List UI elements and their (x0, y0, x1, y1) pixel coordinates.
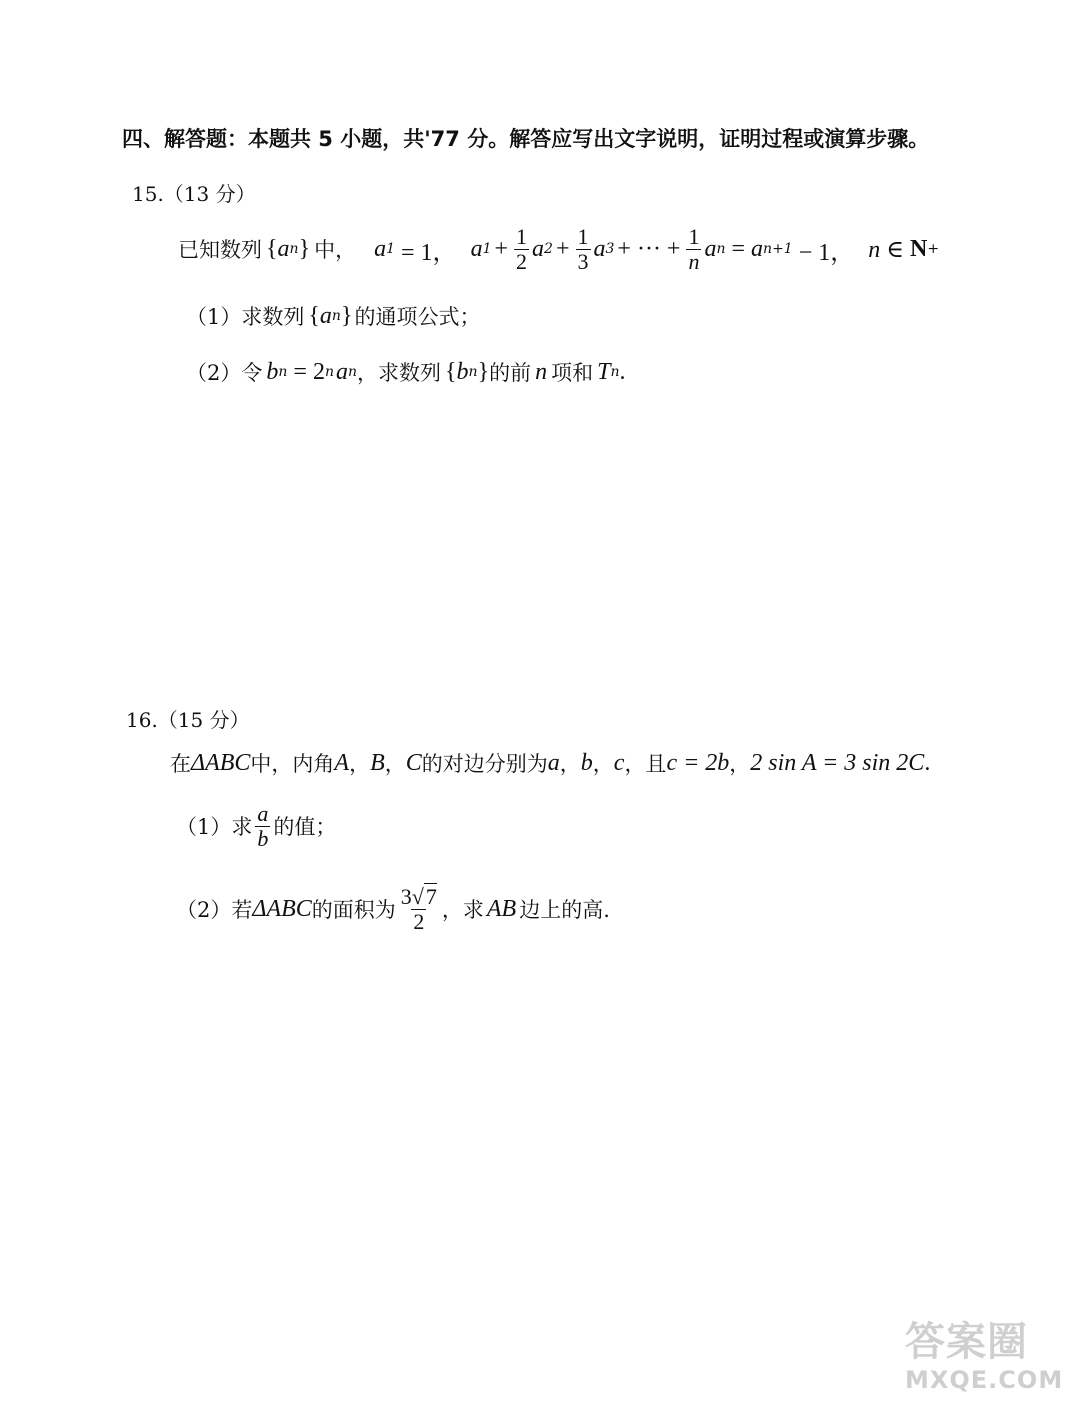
q15-part2-a-sub: n (347, 364, 358, 380)
q15-termn: a (704, 235, 717, 262)
q16-sqrt-sign: √ (411, 884, 424, 910)
q15-part2-sup: n (324, 364, 334, 380)
q15-zhong: 中， (314, 238, 357, 262)
q15-sub: n (289, 241, 299, 257)
q16-c-eq-2b: c = 2b (666, 749, 730, 776)
q15-part2-n: n (535, 358, 548, 385)
q15-plus2: + (555, 235, 570, 262)
q16-frac-ab-den: b (257, 825, 269, 851)
q15-part2: （2）令 b n = 2 n a n ，求数列 { b n } 的前 n 项和 T n . (186, 358, 626, 385)
q16-a: a (547, 749, 560, 776)
q15-part2-period: . (619, 358, 626, 385)
q16-B: B (370, 749, 385, 776)
q15-a1: a (374, 235, 387, 262)
q15-part2-tail1: 的前 (489, 361, 532, 385)
q15-term3: a (593, 235, 606, 262)
q16-stem-1: 在 (170, 752, 191, 776)
q16-C: C (405, 749, 422, 776)
q16-stem-4: ，且 (624, 752, 667, 776)
q15-part2-tail2: 项和 (551, 361, 594, 385)
watermark-line2: MXQE.COM (905, 1366, 1064, 1394)
q15-part2-b-sub: n (278, 364, 288, 380)
q15-part2-bn: b (456, 358, 469, 385)
q16-part2-tail1: ，求 (441, 898, 484, 922)
q15-frac-half-den: 2 (516, 248, 528, 274)
q15-part2-bn-sub: n (468, 364, 478, 380)
q15-frac-third-num: 1 (577, 224, 589, 250)
watermark-logo (905, 1300, 1065, 1400)
q16-b: b (580, 749, 593, 776)
q15-eq: = (731, 235, 746, 262)
q15-term1-sub: 1 (482, 241, 492, 257)
q16-A: A (334, 749, 350, 776)
q16-comma3: ， (559, 752, 581, 776)
q16-comma1: ， (349, 752, 371, 776)
q16-stem-3: 的对边分别为 (421, 752, 548, 776)
q15-frac-half-num: 1 (516, 224, 528, 250)
q16-area-frac-den: 2 (413, 908, 425, 934)
q16-frac-ab (255, 802, 270, 849)
q16-area-frac-num (399, 885, 439, 908)
q15-part2-T: T (597, 358, 611, 385)
q15-part1-sub: n (331, 308, 341, 324)
q16-number: 16.（15 分） (126, 708, 250, 732)
q16-frac-ab-num: a (257, 801, 269, 827)
q15-term3-sub: 3 (605, 241, 615, 257)
q15-N: N (910, 235, 928, 262)
q16-part1-tail: 的值； (273, 815, 337, 839)
q15-minus-one: − 1， (798, 239, 855, 266)
q16-area-frac (399, 885, 439, 932)
q16-period: . (924, 749, 931, 776)
q15-seq-a: a (277, 235, 290, 262)
q15-dots: + ··· + (617, 235, 681, 262)
q15-part2-b: b (266, 358, 279, 385)
q15-stem: 已知数列 { a n } 中， a 1 = 1， a 1 + $\frac{1}{2}$ a 2 + $\frac{1}{3}$ a 3 + ··· + $\frac{1}{n}$ a n = a n+1 − 1， n ∈ N + (178, 224, 940, 274)
q15-n-in: n ∈ (868, 236, 905, 263)
q15-termn-sub: n (716, 241, 726, 257)
q16-stem-2: 中，内角 (250, 752, 335, 776)
q15-frac-third (576, 225, 591, 272)
q15-stem-prefix: 已知数列 (178, 238, 262, 262)
q16-part2 (176, 876, 610, 942)
q16-part2-label: （2）若 (176, 898, 253, 922)
q15-term2-sub: 2 (544, 241, 553, 257)
q15-N-sub: + (927, 241, 940, 257)
q15-plus1: + (494, 235, 509, 262)
q15-part2-mid: ，求数列 (357, 361, 442, 385)
q15-frac-half (514, 225, 529, 272)
q15-term-n1: a (751, 235, 764, 262)
q16-c: c (613, 749, 625, 776)
q15-a1-eq: = 1， (401, 239, 457, 266)
q16-stem-5: ， (729, 752, 751, 776)
q15-part1-a: a (319, 302, 332, 329)
q15-frac-third-den: 3 (577, 248, 589, 274)
q15-part1-tail: 的通项公式； (354, 305, 481, 329)
q16-comma2: ， (384, 752, 406, 776)
q15-a1-sub: 1 (386, 241, 396, 257)
q16-part2-tail2: 边上的高. (519, 898, 610, 922)
q16-AB: AB (486, 895, 517, 922)
q15-part1-label: （1）求数列 (186, 305, 305, 329)
section-header: 四、解答题：本题共 5 小题，共'77 分。解答应写出文字说明，证明过程或演算步骤。 (122, 127, 930, 151)
q16-stem (170, 745, 930, 781)
q15-frac-n-num: 1 (688, 224, 700, 250)
watermark-line1: 答案圈 (905, 1319, 1028, 1365)
q15-part2-eq: = 2 (293, 358, 325, 385)
q15-part1: （1）求数列 { a n } 的通项公式； (186, 302, 481, 329)
q16-area-seven: 7 (425, 884, 437, 910)
q15-term2: a (532, 235, 545, 262)
q15-number: 15.（13 分） (132, 182, 256, 206)
q16-comma4: ， (592, 752, 614, 776)
q15-part2-T-sub: n (610, 364, 620, 380)
q16-sin-eq: 2 sin A = 3 sin 2C (750, 749, 925, 776)
q16-part1-label: （1）求 (176, 815, 253, 839)
q15-part2-a: a (335, 358, 348, 385)
q16-part1 (176, 796, 336, 856)
q16-triangle: ΔABC (191, 749, 251, 776)
q16-area-three: 3 (400, 884, 412, 910)
q15-term-n1-sub: n+1 (763, 241, 793, 257)
q16-part2-triangle: ΔABC (252, 895, 312, 922)
q15-frac-n-den: n (688, 248, 700, 274)
q16-part2-mid: 的面积为 (311, 898, 396, 922)
q15-frac-n (686, 225, 701, 272)
q15-part2-label: （2）令 (186, 361, 263, 385)
q15-term1: a (470, 235, 483, 262)
